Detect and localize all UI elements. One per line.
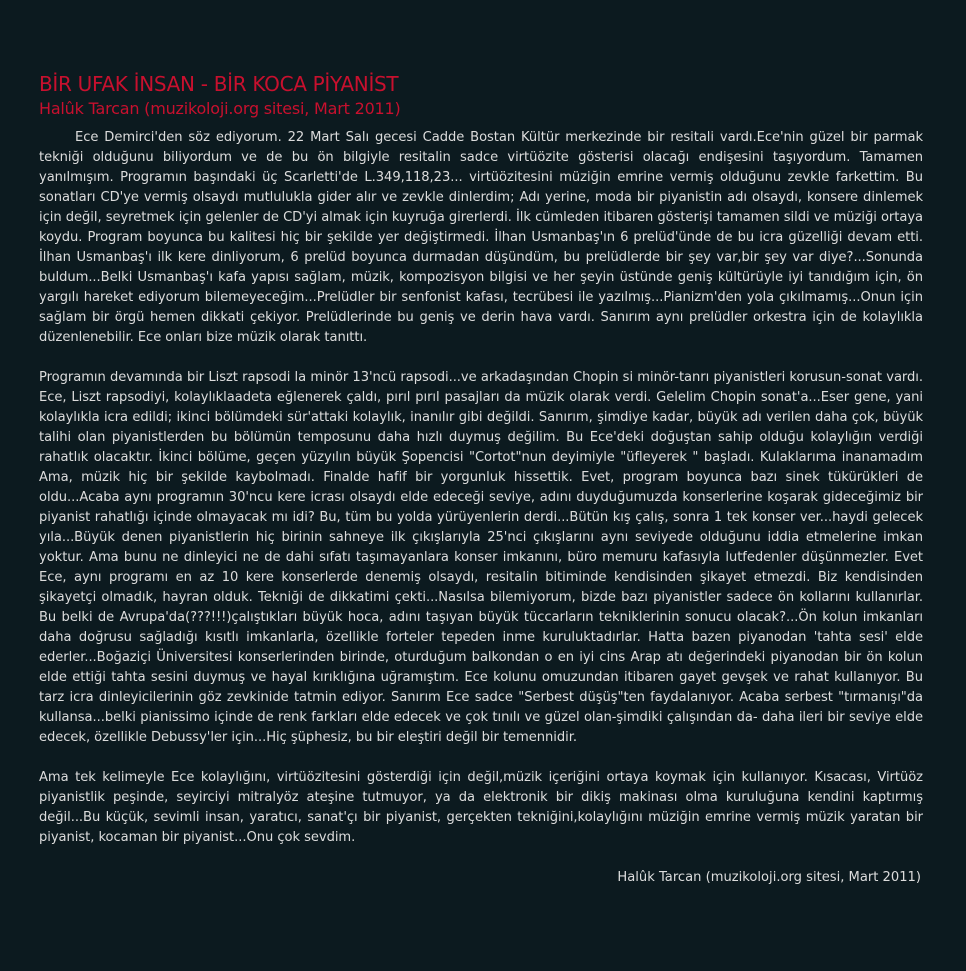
paragraph-3: Ama tek kelimeyle Ece kolaylığını, virtüözitesini gösterdiği için değil,müzik içeriğini ortaya koymak için kullanıyor. Kısacası, Virtüöz piyanistlik peşinde, seyirciyi mitralyöz ateşine tutmuyor, ya da elektronik bir dikiş makinası olma kuruluğuna kendini kaptırmış değil...Bu küçük, sevimli insan, yaratıcı, sanat'çı bir piyanist, gerçekten tekniğini,kolaylığını müziğin emrine vermiş müzik yaratan bir piyanist, kocaman bir piyanist...Onu çok sevdim. bbox=[39, 770, 923, 845]
paragraph-1: Ece Demirci'den söz ediyorum. 22 Mart Salı gecesi Cadde Bostan Kültür merkezinde bir resitali vardı.Ece'nin güzel bir parmak tekniği olduğunu biliyordum ve de bu ön bilgiyle resitalin sadce virtüözite gösterisi olacağı endişesini taşıyordum. Tamamen yanılmışım. Programın başındaki üç Scarletti'de L.349,118,23... virtüözitesini müziğin emrine vermiş olduğunu zevkle farkettim. Bu sonatları CD'ye vermiş olsaydı mutlulukla gider alır ve zevkle dinlerdim; Adı yerine, moda bir piyanistin adı olsaydı, konsere dinlemek için değil, seyretmek için gelenler de CD'yi almak için kuyruğa girerlerdi. İlk cümleden itibaren gösterişi tamamen sildi ve müziği ortaya koydu. Program boyunca bu kalitesi hiç bir şekilde yer değiştirmedi. İlhan Usmanbaş'ın 6 prelüd'ünde de bu icra güzelliği devam etti. İlhan Usmanbaş'ı ilk kere dinliyorum, 6 prelüd boyunca durmadan düşündüm, bu prelüdlerde bir şey var,bir şey var diye?...Sonunda buldum...Belki Usmanbaş'ı kafa yapısı sağlam, müzik, kompozisyon bilgisi ve her şeyin üstünde geniş kültürüyle iyi tanıdığım için, ön yargılı hareket ediyorum bilemeyeceğim...Prelüdler bir senfonist kafası, tecrübesi ile yazılmış...Pianizm'den yola çıkılmamış...Onun için sağlam bir örgü hemen dikkati çekiyor. Prelüdlerinde bu geniş ve derin hava vardı. Sanırım aynı prelüdler orkestra için de kolaylıkla düzenlenebilir. Ece onları bize müzik olarak tanıttı. bbox=[39, 130, 923, 345]
article-subtitle: Halûk Tarcan (muzikoloji.org sitesi, Mart 2011) bbox=[39, 99, 401, 118]
article-title: BİR UFAK İNSAN - BİR KOCA PİYANİST bbox=[39, 72, 399, 96]
paragraph-2: Programın devamında bir Liszt rapsodi la minör 13'ncü rapsodi...ve arkadaşından Chopin si minör-tanrı piyanistleri korusun-sonat vardı. Ece, Liszt rapsodiyi, kolaylıklaadeta eğlenerek çaldı, pırıl pırıl pasajları da müzik olarak verdi. Gelelim Chopin sonat'a...Eser gene, yani kolaylıkla icra edildi; ikinci bölümdeki sür'attaki kolaylık, inanılır gibi değildi. Sanırım, şimdiye kadar, büyük adı verilen daha çok, büyük talihi olan piyanistlerden bu bölümün temposunu daha hızlı duymuş değilim. Bu Ece'deki doğuştan sahip olduğu kolaylığın verdiği rahatlık olacaktır. İkinci bölüme, geçen yüzyılın büyük Şopencisi "Cortot"nun deyimiyle "üfleyerek " başladı. Kulaklarıma inanamadım Ama, müzik hiç bir şekilde kaybolmadı. Finalde hafif bir yorgunluk hissettik. Evet, program boyunca bazı sinek tükürükleri de oldu...Acaba aynı programın 30'ncu kere icrası olsaydı elde edeceği seviye, adını duyduğumuzda konserlerine koşarak gideceğimiz bir piyanist rahatlığı içinde olmayacak mı idi? Bu, tüm bu yolda yürüyenlerin derdi...Bütün kış çalış, sonra 1 tek konser ver...haydi gelecek yıla...Büyük denen piyanistlerin hiç birinin sahneye ilk çıkışlarıyla 25'nci çıkışlarını aynı seviyede olduğunu iddia etmelerine imkan yoktur. Ama bunu ne dinleyici ne de dahi sıfatı taşımayanlara konser imkanını, büro memuru kafasıyla lutfedenler düşünmezler. Evet Ece, aynı programı en az 10 kere konserlerde denemiş olsaydı, resitalin bitiminde kendisinden şikayet etmezdi. Biz kendisinden şikayetçi olmadık, hayran olduk. Tekniği de dikkatimi çekti...Nasılsa bilemiyorum, bizde bazı piyanistler sadece ön kollarını kullanırlar. Bu belki de Avrupa'da(???!!!)çalıştıkları büyük hoca, adını taşıyan büyük tüccarların tekniklerinin sonucu olacak?...Ön kolun imkanları daha doğrusu sağladığı kısıtlı imkanlarla, özellikle forteler tepeden inme kuruluktadırlar. Hatta bazen piyanodan 'tahta sesi' elde ederler...Boğaziçi Üniversitesi konserlerinden birinde, oturduğum balkondan o en iyi cins Arap atı değerindeki piyanodan bir ön kolun elde ettiği tahta sesini duymuş ve hayal kırıklığına uğramıştım. Ece kolunu omuzundan itibaren gayet gevşek ve rahat kullanıyor. Bu tarz icra dinleyicilerinin göz zevkinide tatmin ediyor. Sanırım Ece sadce "Serbest düşüş"ten faydalanıyor. Acaba serbest "tırmanışı"da kullansa...belki pianissimo içinde de renk farkları elde edecek ve çok tınılı ve güzel olan-şimdiki çalışından da- daha ileri bir seviye elde edecek, özellikle Debussy'ler için...Hiç şüphesiz, bu bir eleştiri değil bir temennidir. bbox=[39, 370, 923, 745]
author-signature: Halûk Tarcan (muzikoloji.org sitesi, Mart 2011) bbox=[617, 870, 921, 885]
article bbox=[39, 70, 923, 888]
